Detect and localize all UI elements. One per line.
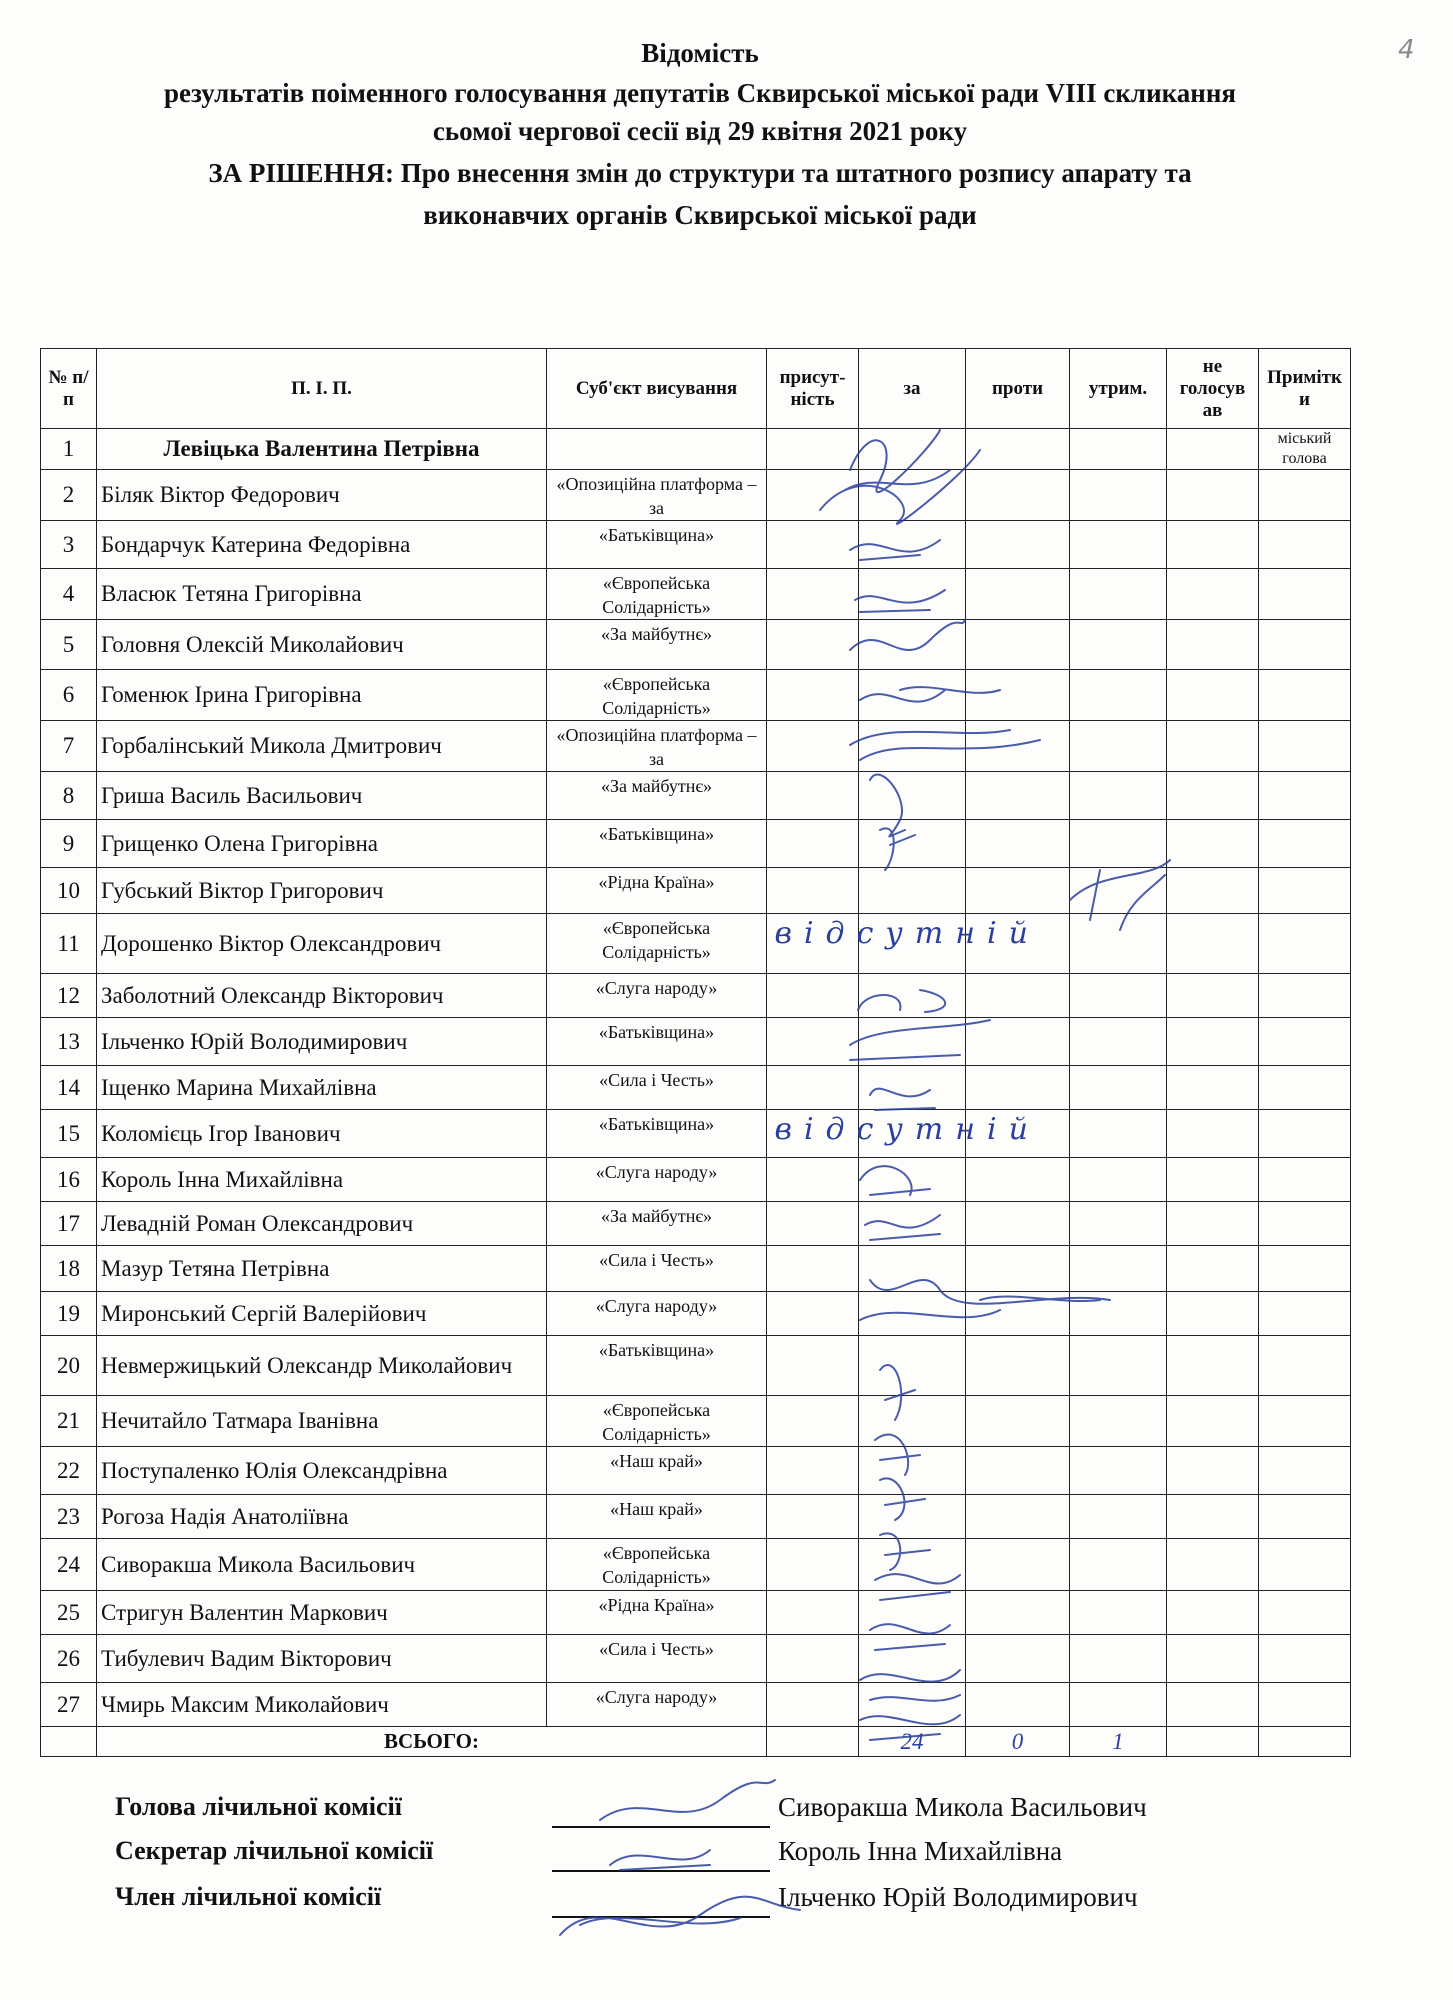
row-number: 18 xyxy=(41,1246,97,1292)
row-number: 19 xyxy=(41,1292,97,1336)
vote-signature xyxy=(845,430,950,492)
total-abstain: 1 xyxy=(1070,1727,1167,1757)
row-name: Левіцька Валентина Петрівна xyxy=(97,429,547,470)
vote-signature xyxy=(865,1215,940,1240)
row-party: «Європейська Солідарність» xyxy=(547,670,767,721)
commission-member-role: Член лічильної комісії xyxy=(115,1882,382,1911)
row-party: «Рідна Країна» xyxy=(547,1591,767,1635)
commission-chair-role: Голова лічильної комісії xyxy=(115,1792,402,1821)
col-notes: Примітк и xyxy=(1259,349,1351,429)
row-party: «Рідна Країна» xyxy=(547,868,767,914)
row-number: 13 xyxy=(41,1018,97,1066)
vote-signature xyxy=(880,1478,925,1520)
row-name: Ільченко Юрій Володимирович xyxy=(97,1018,547,1066)
row-party: «Батьківщина» xyxy=(547,820,767,868)
row-name: Біляк Віктор Федорович xyxy=(97,470,547,521)
total-for: 24 xyxy=(859,1727,966,1757)
commission-member-name: Ільченко Юрій Володимирович xyxy=(778,1882,1138,1912)
row-name: Мазур Тетяна Петрівна xyxy=(97,1246,547,1292)
row-party: «За майбутнє» xyxy=(547,1202,767,1246)
vote-signature xyxy=(870,1089,935,1110)
row-number: 27 xyxy=(41,1683,97,1727)
col-name: П. І. П. xyxy=(97,349,547,429)
row-name: Іщенко Марина Михайлівна xyxy=(97,1066,547,1110)
row-name: Поступаленко Юлія Олександрівна xyxy=(97,1447,547,1495)
row-note: міський голова xyxy=(1259,429,1351,470)
col-number: № п/п xyxy=(41,349,97,429)
vote-signature xyxy=(860,1296,1100,1320)
row-party: «Слуга народу» xyxy=(547,974,767,1018)
row-name: Левадній Роман Олександрович xyxy=(97,1202,547,1246)
row-name: Нечитайло Татмара Іванівна xyxy=(97,1396,547,1447)
vote-signature xyxy=(858,990,945,1012)
vote-signature xyxy=(880,1365,915,1420)
row-party: «Сила і Честь» xyxy=(547,1066,767,1110)
session-line: сьомої чергової сесії від 29 квітня 2021 року xyxy=(432,116,968,146)
row-party: «Батьківщина» xyxy=(547,521,767,569)
row-number: 7 xyxy=(41,721,97,772)
row-number: 25 xyxy=(41,1591,97,1635)
decision-title: ЗА РІШЕННЯ: Про внесення змін до структури та штатного розпису апарату та xyxy=(208,158,1192,188)
row-name: Сиворакша Микола Васильович xyxy=(97,1539,547,1591)
row-name: Грищенко Олена Григорівна xyxy=(97,820,547,868)
vote-signature xyxy=(880,828,915,870)
row-party: «Сила і Честь» xyxy=(547,1246,767,1292)
handwritten-absent-note: відсутній xyxy=(774,915,1040,951)
row-number: 4 xyxy=(41,569,97,620)
row-number: 6 xyxy=(41,670,97,721)
row-party: «Слуга народу» xyxy=(547,1683,767,1727)
vote-signature xyxy=(850,1020,990,1060)
row-name: Стригун Валентин Маркович xyxy=(97,1591,547,1635)
row-number: 15 xyxy=(41,1110,97,1158)
commission-secretary-name: Король Інна Михайлівна xyxy=(778,1836,1063,1866)
row-party: «Слуга народу» xyxy=(547,1158,767,1202)
row-name: Коломієць Ігор Іванович xyxy=(97,1110,547,1158)
row-number: 14 xyxy=(41,1066,97,1110)
total-against: 0 xyxy=(966,1727,1070,1757)
row-name: Король Інна Михайлівна xyxy=(97,1158,547,1202)
row-name: Миронський Сергій Валерійович xyxy=(97,1292,547,1336)
document-subtitle: результатів поіменного голосування депутатів Сквирської міської ради VIII скликання xyxy=(163,78,1237,108)
page-number-mark: 4 xyxy=(1398,35,1415,65)
row-party: «Батьківщина» xyxy=(547,1110,767,1158)
row-party: «Сила і Честь» xyxy=(547,1635,767,1683)
row-number: 26 xyxy=(41,1635,97,1683)
commission-secretary-role: Секретар лічильної комісії xyxy=(115,1836,434,1865)
vote-signature xyxy=(860,1166,930,1195)
row-name: Горбалінський Микола Дмитрович xyxy=(97,721,547,772)
vote-signature xyxy=(1070,860,1170,930)
row-number: 22 xyxy=(41,1447,97,1495)
total-label: ВСЬОГО: xyxy=(97,1727,767,1757)
col-present: присут-ність xyxy=(767,349,859,429)
row-party: «Європейська Солідарність» xyxy=(547,1396,767,1447)
row-name: Заболотний Олександр Вікторович xyxy=(97,974,547,1018)
row-party: «Батьківщина» xyxy=(547,1336,767,1396)
col-for: за xyxy=(859,349,966,429)
row-number: 17 xyxy=(41,1202,97,1246)
row-party: «Європейська Солідарність» xyxy=(547,569,767,620)
row-party: «За майбутнє» xyxy=(547,772,767,820)
row-name: Невмержицький Олександр Миколайович xyxy=(97,1336,547,1396)
row-name: Гоменюк Ірина Григорівна xyxy=(97,670,547,721)
row-number: 23 xyxy=(41,1495,97,1539)
row-number: 3 xyxy=(41,521,97,569)
vote-signature xyxy=(820,450,980,524)
row-party: «Європейська Солідарність» xyxy=(547,1539,767,1591)
chair-signature xyxy=(600,1780,775,1820)
vote-signature xyxy=(875,1435,920,1475)
row-name: Головня Олексій Миколайович xyxy=(97,620,547,670)
vote-signature xyxy=(860,687,1000,701)
row-number: 2 xyxy=(41,470,97,521)
row-name: Власюк Тетяна Григорівна xyxy=(97,569,547,620)
row-number: 21 xyxy=(41,1396,97,1447)
row-number: 16 xyxy=(41,1158,97,1202)
row-name: Дорошенко Віктор Олександрович xyxy=(97,914,547,974)
vote-signature xyxy=(850,730,1040,760)
row-number: 24 xyxy=(41,1539,97,1591)
vote-signature xyxy=(880,1533,930,1570)
row-number: 20 xyxy=(41,1336,97,1396)
row-party: «Опозиційна платформа – за xyxy=(547,721,767,772)
row-party: «За майбутнє» xyxy=(547,620,767,670)
col-party: Суб'єкт висування xyxy=(547,349,767,429)
row-number: 10 xyxy=(41,868,97,914)
row-number: 8 xyxy=(41,772,97,820)
col-against: проти xyxy=(966,349,1070,429)
row-party: «Наш край» xyxy=(547,1447,767,1495)
row-party: «Батьківщина» xyxy=(547,1018,767,1066)
col-not-voted: не голосув ав xyxy=(1167,349,1259,429)
row-name: Бондарчук Катерина Федорівна xyxy=(97,521,547,569)
vote-signature xyxy=(850,620,965,650)
vote-signature xyxy=(860,1670,960,1701)
row-number: 11 xyxy=(41,914,97,974)
vote-signature xyxy=(870,775,905,837)
vote-signature xyxy=(870,1624,950,1650)
row-name: Чмирь Максим Миколайович xyxy=(97,1683,547,1727)
row-party: «Європейська Солідарність» xyxy=(547,914,767,974)
document-title: Відомість xyxy=(641,38,759,68)
row-name: Гриша Василь Васильович xyxy=(97,772,547,820)
row-name: Тибулевич Вадим Вікторович xyxy=(97,1635,547,1683)
row-number: 1 xyxy=(41,429,97,470)
vote-signature xyxy=(850,540,940,560)
row-number: 12 xyxy=(41,974,97,1018)
row-party: «Опозиційна платформа – за xyxy=(547,470,767,521)
decision-title-cont: виконавчих органів Сквирської міської ради xyxy=(423,200,977,230)
col-abstain: утрим. xyxy=(1070,349,1167,429)
row-name: Губський Віктор Григорович xyxy=(97,868,547,914)
secretary-signature xyxy=(610,1850,710,1870)
row-name: Рогоза Надія Анатоліївна xyxy=(97,1495,547,1539)
commission-chair-name: Сиворакша Микола Васильович xyxy=(778,1792,1147,1822)
row-party: «Наш край» xyxy=(547,1495,767,1539)
vote-signature xyxy=(875,1574,960,1600)
handwritten-absent-note: відсутній xyxy=(774,1111,1040,1147)
row-party: «Слуга народу» xyxy=(547,1292,767,1336)
vote-signature xyxy=(855,590,945,612)
vote-signature xyxy=(860,1715,960,1740)
member-signature xyxy=(560,1897,800,1935)
row-number: 5 xyxy=(41,620,97,670)
row-number: 9 xyxy=(41,820,97,868)
